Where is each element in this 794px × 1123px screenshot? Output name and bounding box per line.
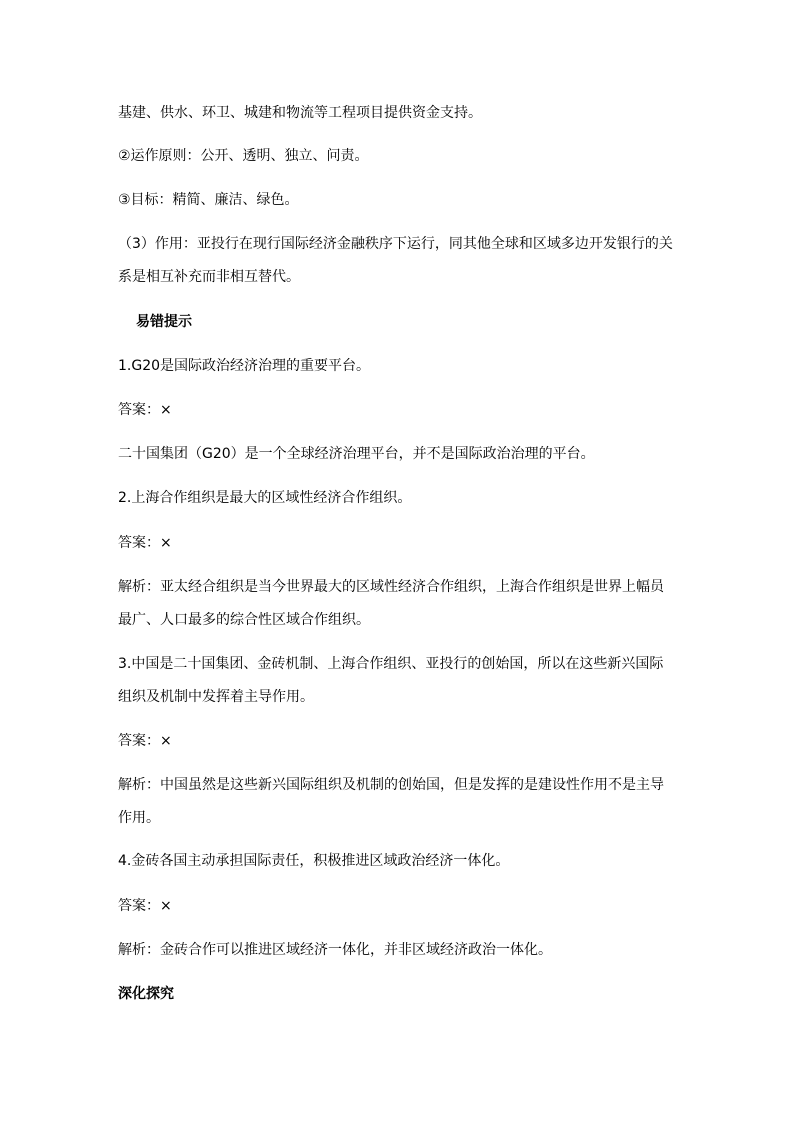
answer-1: 答案：× [118,402,172,418]
paragraph-role-line1: （3）作用：亚投行在现行国际经济金融秩序下运行，同其他全球和区域多边开发银行的关 [118,236,673,252]
question-4: 4.金砖各国主动承担国际责任，积极推进区域政治经济一体化。 [118,853,510,869]
question-2: 2.上海合作组织是最大的区域性经济合作组织。 [118,490,412,506]
answer-4: 答案：× [118,898,172,914]
explanation-1: 二十国集团（G20）是一个全球经济治理平台，并不是国际政治治理的平台。 [118,446,595,462]
explanation-2-line2: 最广、人口最多的综合性区域合作组织。 [118,612,370,628]
question-1: 1.G20是国际政治经济治理的重要平台。 [118,358,371,374]
answer-3: 答案：× [118,733,172,749]
section-heading-common-errors: 易错提示 [136,314,192,330]
section-heading-further-inquiry: 深化探究 [118,986,174,1002]
question-3-line1: 3.中国是二十国集团、金砖机制、上海合作组织、亚投行的创始国，所以在这些新兴国际 [118,656,664,672]
explanation-2-line1: 解析：亚太经合组织是当今世界最大的区域性经济合作组织，上海合作组织是世界上幅员 [118,579,664,595]
explanation-4: 解析：金砖合作可以推进区域经济一体化，并非区域经济政治一体化。 [118,942,552,958]
paragraph-role-line2: 系是相互补充而非相互替代。 [118,269,300,285]
answer-2: 答案：× [118,535,172,551]
explanation-3-line1: 解析：中国虽然是这些新兴国际组织及机制的创始国，但是发挥的是建设性作用不是主导 [118,777,664,793]
paragraph-principles: ②运作原则：公开、透明、独立、问责。 [118,148,369,164]
explanation-3-line2: 作用。 [118,810,160,826]
question-3-line2: 组织及机制中发挥着主导作用。 [118,689,314,705]
paragraph-goals: ③目标：精简、廉洁、绿色。 [118,192,299,208]
paragraph-funding-line: 基建、供水、环卫、城建和物流等工程项目提供资金支持。 [118,105,482,121]
